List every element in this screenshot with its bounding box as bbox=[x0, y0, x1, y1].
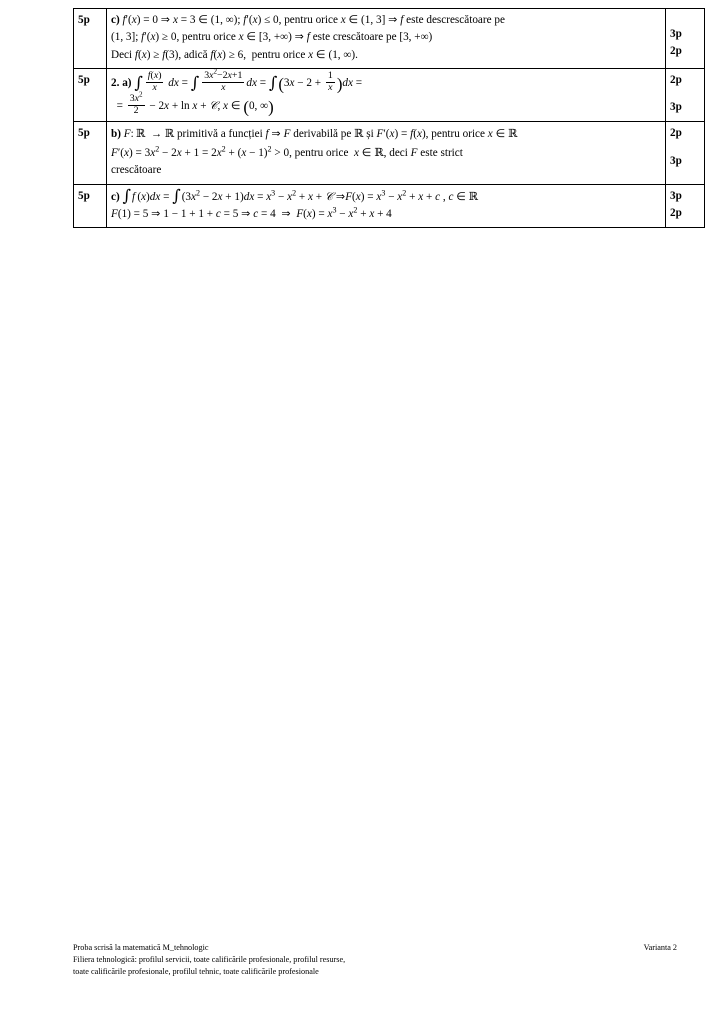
points-value: 2p bbox=[670, 74, 682, 87]
points-value: 3p bbox=[670, 189, 682, 202]
row-points-right bbox=[666, 184, 705, 228]
points-value: 3p bbox=[670, 101, 682, 114]
row-content bbox=[107, 184, 666, 228]
row-content bbox=[107, 69, 666, 122]
row-content bbox=[107, 122, 666, 184]
solution-line: = $\frac{3x^2}{2}$ − 2x + ln x + 𝒞, x ∈ (0, ∞) bbox=[111, 90, 274, 117]
footer-line-1: Proba scrisă la matematică M_tehnologic bbox=[73, 943, 209, 953]
solution-line: c) f′(x) = 0 ⇒ x = 3 ∈ (1, ∞); f′(x) ≤ 0, pentru orice x ∈ (1, 3] ⇒ f este descrescătoare pe bbox=[111, 14, 505, 26]
solution-line: c) ∫f $(x)dx = \int(3x^2 - 2x + 1)dx = x^3 - x^2 + x$ + 𝒞 ⇒F(x) = $x^3 - x^2 + x + c$ , c ∈ ℝ bbox=[111, 186, 479, 206]
points-value: 3p bbox=[670, 154, 682, 167]
footer-line-2: Filiera tehnologică: profilul servicii, toate calificările profesionale, profilul resurse, bbox=[73, 955, 346, 965]
footer-line-3: toate calificările profesionale, profilul tehnic, toate calificările profesionale bbox=[73, 967, 319, 977]
table-row bbox=[74, 184, 705, 228]
row-points-left: 5p bbox=[74, 69, 107, 122]
row-content bbox=[107, 9, 666, 69]
table-row bbox=[74, 69, 705, 122]
solution-line: F(1) = 5 ⇒ 1 − 1 + 1 + c = 5 ⇒ c = 4 ⇒ $F(x) = x^3 - x^2 + x + 4$ bbox=[111, 205, 392, 220]
row-points-right bbox=[666, 9, 705, 69]
solution-line: b) F: ℝ → ℝ primitivă a funcției f ⇒ F derivabilă pe ℝ și F′(x) = f(x), pentru orice x ∈ ℝ bbox=[111, 127, 518, 141]
solution-line: $F'(x) = 3x^2 - 2x + 1 = 2x^2 + (x - 1)^2 > 0$, pentru orice x ∈ ℝ, deci F este strict bbox=[111, 144, 463, 159]
solution-table bbox=[73, 8, 705, 228]
table-row bbox=[74, 9, 705, 69]
row-points-left: 5p bbox=[74, 184, 107, 228]
footer-variant: Varianta 2 bbox=[643, 943, 677, 953]
points-value: 3p bbox=[670, 28, 682, 40]
solution-line: (1, 3]; f′(x) ≥ 0, pentru orice x ∈ [3, +∞) ⇒ f este crescătoare pe [3, +∞) bbox=[111, 31, 433, 44]
solution-line: 2. a) ∫ $\frac{f(x)}{x}$ dx = ∫ $\frac{3x^2-2x+1}{x}$ dx = ∫(3x − 2 + $\frac{1}{x}$ )dx = bbox=[111, 67, 363, 94]
row-points-right bbox=[666, 69, 705, 122]
solution-line: Deci f(x) ≥ f(3), adică f(x) ≥ 6, pentru orice x ∈ (1, ∞). bbox=[111, 48, 358, 61]
solution-line: crescătoare bbox=[111, 164, 162, 177]
points-value: 2p bbox=[670, 206, 682, 219]
row-points-right bbox=[666, 122, 705, 184]
points-value: 2p bbox=[670, 127, 682, 140]
page-footer bbox=[73, 942, 677, 978]
row-points-left: 5p bbox=[74, 9, 107, 69]
points-value: 2p bbox=[670, 45, 682, 58]
row-points-left: 5p bbox=[74, 122, 107, 184]
table-row bbox=[74, 122, 705, 184]
